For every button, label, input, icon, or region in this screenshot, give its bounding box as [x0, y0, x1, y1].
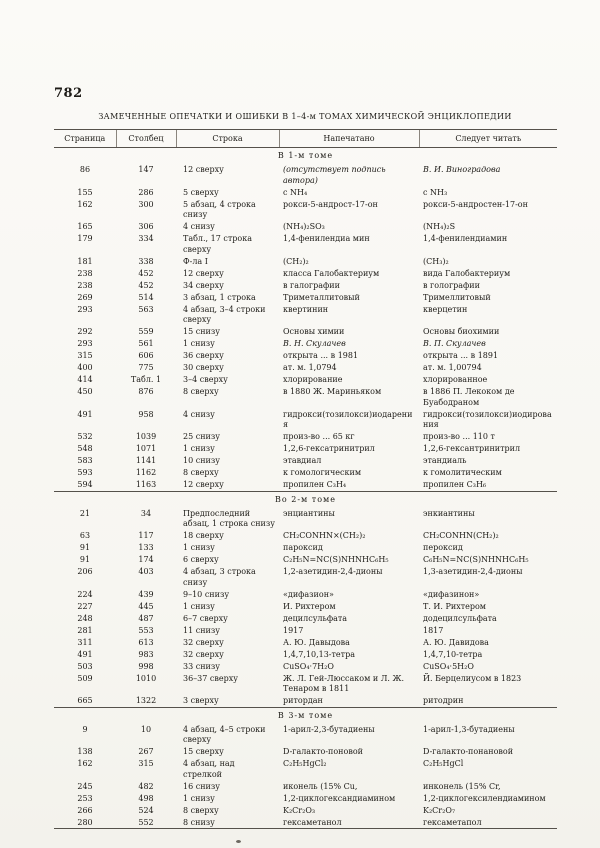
errata-cell: Табл. 1: [130, 375, 162, 384]
errata-cell: D-галакто-поновой: [283, 747, 363, 756]
errata-cell: 147: [138, 165, 154, 174]
errata-cell: 245: [77, 781, 93, 791]
errata-cell: 32 сверху: [183, 637, 224, 647]
errata-cell: (CH₃)₂: [423, 256, 449, 266]
errata-row: [54, 588, 557, 600]
errata-cell: 594: [77, 480, 93, 489]
errata-cell: 491: [77, 649, 93, 659]
errata-cell: 238: [77, 268, 93, 278]
errata-cell: 338: [138, 256, 154, 266]
errata-cell: 1163: [135, 480, 157, 489]
errata-cell: 311: [77, 637, 93, 647]
errata-table-container: [54, 129, 557, 829]
errata-cell: D-галакто-понановой: [423, 747, 514, 756]
errata-cell: квертинин: [283, 304, 329, 314]
errata-cell: 498: [138, 793, 154, 803]
errata-cell: гидрокси(тозилокси)иодарения: [283, 409, 413, 429]
errata-cell: 1,2-циклогексилендиамином: [423, 793, 546, 803]
errata-cell: 1162: [135, 468, 157, 477]
errata-cell: 11 снизу: [183, 625, 220, 635]
errata-cell: энкиантины: [423, 508, 475, 518]
errata-cell: 503: [77, 661, 93, 671]
errata-cell: 1 снизу: [183, 601, 215, 611]
errata-cell: хлорированное: [423, 375, 488, 384]
errata-cell: вида Галобактериум: [423, 268, 511, 278]
errata-cell: 300: [138, 199, 154, 209]
errata-cell: 532: [77, 432, 93, 441]
errata-cell: 334: [138, 234, 154, 243]
errata-cell: 1,2,6-гексантринитрил: [423, 444, 521, 453]
errata-cell: децилсульфата: [283, 613, 348, 623]
errata-cell: 1039: [135, 432, 157, 441]
errata-cell: 548: [77, 444, 93, 453]
errata-row: [54, 660, 557, 672]
errata-cell: 482: [138, 781, 154, 791]
errata-cell: 315: [77, 351, 93, 360]
errata-row: [54, 431, 557, 443]
errata-cell: 238: [77, 280, 93, 290]
errata-row: [54, 443, 557, 455]
errata-cell: Табл., 17 строка сверху: [183, 234, 252, 254]
errata-cell: додецилсульфата: [423, 613, 497, 623]
errata-cell: 18 сверху: [183, 531, 224, 540]
column-header: Напечатано: [279, 130, 419, 148]
errata-cell: CH₂CONHN×(CH₂)₂: [283, 531, 366, 540]
errata-cell: 593: [77, 468, 93, 477]
errata-row: [54, 566, 557, 589]
errata-cell: 775: [138, 363, 154, 372]
errata-cell: Предпоследний абзац, 1 строка снизу: [183, 508, 275, 528]
errata-row: [54, 507, 557, 530]
errata-cell: к гомологическим: [283, 468, 362, 477]
errata-row: [54, 326, 557, 338]
errata-cell: 583: [77, 456, 93, 465]
errata-cell: 12 сверху: [183, 268, 224, 278]
errata-cell: 1,3-азетидин-2,4-дионы: [423, 567, 523, 576]
errata-cell: 958: [138, 409, 154, 419]
errata-cell: 998: [138, 661, 154, 671]
errata-cell: произ-во ... 65 кг: [283, 432, 355, 441]
errata-cell: K₂Cr₂O₃: [283, 805, 316, 815]
errata-cell: 552: [138, 817, 154, 827]
errata-cell: 563: [138, 304, 154, 314]
errata-cell: гексаметапол: [423, 817, 482, 827]
errata-row: [54, 164, 557, 187]
errata-cell: 439: [138, 589, 154, 599]
errata-cell: 253: [77, 793, 93, 803]
errata-cell: 1-арил-2,3-бутадиены: [283, 724, 375, 734]
errata-cell: Основы биохимии: [423, 327, 500, 336]
errata-row: [54, 600, 557, 612]
errata-cell: пропилен C₃H₄: [283, 480, 347, 489]
errata-cell: 34 сверху: [183, 280, 224, 290]
errata-cell: гидрокси(тозилокси)иодирования: [423, 409, 552, 429]
errata-cell: 9: [82, 724, 88, 734]
errata-cell: 509: [77, 673, 93, 683]
errata-row: [54, 467, 557, 479]
errata-row: [54, 648, 557, 660]
errata-cell: 452: [138, 268, 154, 278]
scan-artifact: [236, 840, 241, 843]
errata-cell: 613: [138, 637, 154, 647]
errata-row: [54, 780, 557, 792]
errata-cell: класса Галобактериум: [283, 268, 380, 278]
errata-row: [54, 542, 557, 554]
errata-cell: В. П. Скулачев: [423, 339, 486, 348]
errata-cell: 293: [77, 339, 93, 348]
errata-cell: 117: [138, 531, 154, 540]
errata-cell: 4 абзац, 3–4 строки сверху: [183, 304, 266, 324]
errata-cell: 6 сверху: [183, 555, 219, 564]
section-row: [54, 491, 557, 507]
column-header: Строка: [176, 130, 279, 148]
errata-cell: 63: [79, 531, 91, 540]
errata-cell: В. Н. Скулачев: [283, 339, 346, 348]
errata-row: [54, 723, 557, 746]
errata-cell: 514: [138, 292, 154, 302]
errata-cell: 224: [77, 589, 93, 599]
errata-cell: (NH₄)₂S: [423, 222, 456, 231]
errata-cell: 8 снизу: [183, 817, 215, 827]
errata-cell: 1,2-циклогександиамином: [283, 793, 396, 803]
errata-table: [54, 129, 557, 829]
errata-cell: 561: [138, 339, 154, 348]
errata-cell: 280: [77, 817, 93, 827]
errata-cell: 36 сверху: [183, 351, 224, 360]
errata-row: [54, 530, 557, 542]
errata-cell: Тримеллитовый: [423, 292, 491, 302]
errata-cell: K₂Cr₂O₇: [423, 805, 456, 815]
errata-cell: в 1880 Ж. Мариньяком: [283, 387, 382, 396]
errata-cell: 414: [77, 375, 93, 384]
errata-cell: 983: [138, 649, 154, 659]
errata-cell: C₂H₅HgCl: [423, 759, 464, 768]
errata-cell: C₆H₅N=NC(S)NHNHC₆H₅: [423, 555, 529, 564]
errata-row: [54, 279, 557, 291]
errata-cell: (отсутствует подпись автора): [283, 165, 386, 185]
errata-cell: 12 сверху: [183, 165, 224, 174]
section-row: [54, 148, 557, 164]
errata-row: [54, 672, 557, 695]
errata-cell: 162: [77, 759, 93, 768]
errata-cell: 8 сверху: [183, 387, 219, 396]
errata-cell: 36–37 сверху: [183, 673, 238, 683]
errata-row: [54, 758, 557, 781]
errata-cell: 1,4-фенилендиа мин: [283, 234, 370, 243]
errata-cell: этандиаль: [423, 456, 467, 465]
errata-cell: 1,4-фенилендиамин: [423, 234, 508, 243]
errata-row: [54, 374, 557, 386]
errata-cell: В. И. Виноградова: [423, 165, 501, 174]
errata-cell: открыта ... в 1981: [283, 351, 359, 360]
errata-cell: (CH₂)₂: [283, 256, 309, 266]
errata-cell: А. Ю. Давыдова: [283, 637, 350, 647]
errata-cell: 206: [77, 567, 93, 576]
errata-cell: открыта ... в 1891: [423, 351, 499, 360]
errata-cell: 1010: [135, 673, 157, 683]
errata-row: [54, 233, 557, 256]
errata-cell: (NH₄)₂SO₃: [283, 222, 325, 231]
errata-cell: в голографии: [423, 280, 480, 290]
errata-cell: иконель (15% Cu,: [283, 781, 358, 791]
errata-cell: Т. И. Рихтером: [423, 601, 487, 611]
errata-cell: 4 абзац, 3 строка снизу: [183, 567, 256, 587]
errata-row: [54, 816, 557, 829]
errata-row: [54, 612, 557, 624]
table-header: [54, 130, 557, 148]
errata-cell: 179: [77, 234, 93, 243]
errata-cell: 32 сверху: [183, 649, 224, 659]
errata-cell: пароксид: [283, 543, 323, 552]
errata-cell: 165: [77, 222, 93, 231]
errata-cell: произ-во ... 110 т: [423, 432, 495, 441]
errata-cell: 553: [138, 625, 154, 635]
errata-cell: 155: [77, 187, 93, 197]
column-header: Страница: [54, 130, 116, 148]
errata-cell: «дифазинон»: [423, 589, 480, 599]
errata-row: [54, 386, 557, 409]
errata-cell: Триметаллитовый: [283, 292, 360, 302]
errata-cell: в галографии: [283, 280, 340, 290]
errata-cell: 487: [138, 613, 154, 623]
errata-cell: 403: [138, 567, 154, 576]
errata-cell: И. Рихтером: [283, 601, 336, 611]
errata-cell: 281: [77, 625, 93, 635]
errata-cell: 227: [77, 601, 93, 611]
errata-cell: 9–10 снизу: [183, 589, 230, 599]
errata-cell: 267: [138, 747, 154, 756]
errata-cell: 445: [138, 601, 154, 611]
errata-cell: 1 снизу: [183, 543, 215, 552]
errata-row: [54, 221, 557, 233]
errata-cell: 86: [79, 165, 91, 174]
errata-cell: 1917: [283, 625, 304, 635]
errata-cell: пероксид: [423, 543, 463, 552]
errata-cell: 1322: [135, 696, 157, 705]
errata-cell: 1,2,6-гексатринитрил: [283, 444, 375, 453]
errata-cell: 30 сверху: [183, 363, 224, 372]
errata-cell: 1 снизу: [183, 793, 215, 803]
errata-cell: ат. м. 1,00794: [423, 363, 482, 372]
errata-cell: 1071: [135, 444, 157, 453]
errata-cell: «дифазион»: [283, 589, 334, 599]
errata-row: [54, 636, 557, 648]
errata-cell: 133: [138, 543, 154, 552]
errata-cell: CuSO₄·5H₂O: [423, 661, 474, 671]
errata-cell: 181: [77, 256, 93, 266]
errata-cell: 15 снизу: [183, 327, 220, 336]
errata-cell: 4 абзац, над стрелкой: [183, 759, 235, 779]
errata-cell: 286: [138, 187, 154, 197]
errata-row: [54, 695, 557, 708]
errata-row: [54, 792, 557, 804]
errata-cell: гексаметанол: [283, 817, 342, 827]
errata-cell: 25 снизу: [183, 432, 220, 441]
errata-cell: 1817: [423, 625, 444, 635]
errata-cell: в 1886 П. Лекоком де Буабодраном: [423, 387, 515, 407]
errata-cell: 4 абзац, 4–5 строки сверху: [183, 724, 266, 744]
errata-cell: 10 снизу: [183, 456, 220, 465]
errata-cell: 292: [77, 327, 93, 336]
errata-row: [54, 186, 557, 198]
column-header: Следует читать: [419, 130, 557, 148]
errata-cell: 606: [138, 351, 154, 360]
errata-cell: 8 сверху: [183, 468, 219, 477]
errata-cell: рокси-5-андрост-17-он: [283, 199, 378, 209]
errata-cell: CuSO₄·7H₂O: [283, 661, 334, 671]
errata-cell: 6–7 сверху: [183, 613, 228, 623]
errata-row: [54, 455, 557, 467]
errata-cell: 3 сверху: [183, 696, 219, 705]
errata-cell: 1,4,7,10-тетра: [423, 649, 483, 659]
errata-cell: C₂H₅HgCl₂: [283, 759, 327, 768]
column-header: Столбец: [116, 130, 176, 148]
errata-row: [54, 554, 557, 566]
errata-row: [54, 303, 557, 326]
errata-cell: инконель (15% Cr,: [423, 781, 501, 791]
errata-cell: 4 снизу: [183, 222, 215, 231]
errata-cell: с NH₄: [283, 187, 308, 197]
errata-cell: энциантины: [283, 508, 335, 518]
errata-row: [54, 350, 557, 362]
errata-cell: 293: [77, 304, 93, 314]
section-title: В 3-м томе: [54, 707, 557, 723]
errata-cell: 91: [79, 543, 91, 552]
errata-cell: 452: [138, 280, 154, 290]
page-title: ЗАМЕЧЕННЫЕ ОПЕЧАТКИ И ОШИБКИ В 1–4-м ТОМАХ ХИМИЧЕСКОЙ ЭНЦИКЛОПЕДИИ: [98, 112, 512, 121]
errata-cell: C₂H₅N=NC(S)NHNHC₆H₅: [283, 555, 389, 564]
errata-cell: Ж. Л. Гей-Люссаком и Л. Ж. Тенаром в 1811: [283, 673, 405, 693]
errata-cell: 5 абзац, 4 строка снизу: [183, 199, 256, 219]
errata-cell: 138: [77, 747, 93, 756]
errata-cell: 91: [79, 555, 91, 564]
errata-cell: ат. м. 1,0794: [283, 363, 337, 372]
errata-cell: 306: [138, 222, 154, 231]
errata-cell: 1141: [135, 456, 157, 465]
errata-cell: 876: [138, 387, 154, 396]
errata-cell: хлорирование: [283, 375, 343, 384]
errata-row: [54, 362, 557, 374]
section-title: Во 2-м томе: [54, 491, 557, 507]
page-number: 782: [54, 86, 83, 101]
errata-cell: ритодрин: [423, 696, 464, 705]
section-row: [54, 707, 557, 723]
errata-cell: рокси-5-андростен-17-он: [423, 199, 528, 209]
errata-row: [54, 479, 557, 492]
errata-cell: 16 снизу: [183, 781, 220, 791]
errata-cell: 174: [138, 555, 154, 564]
errata-row: [54, 267, 557, 279]
errata-cell: 400: [77, 363, 93, 372]
errata-cell: 1 снизу: [183, 339, 215, 348]
errata-row: [54, 291, 557, 303]
errata-cell: CH₂CONHN(CH₂)₂: [423, 531, 499, 540]
errata-cell: 4 снизу: [183, 409, 215, 419]
errata-row: [54, 746, 557, 758]
errata-cell: 269: [77, 292, 93, 302]
errata-cell: Основы химии: [283, 327, 345, 336]
errata-cell: 665: [77, 696, 93, 705]
errata-row: [54, 624, 557, 636]
errata-cell: 559: [138, 327, 154, 336]
errata-cell: ритордан: [283, 696, 323, 705]
errata-cell: с NH₃: [423, 187, 448, 197]
errata-cell: этавдиал: [283, 456, 322, 465]
errata-cell: 315: [138, 759, 154, 768]
errata-cell: пропилен C₃H₆: [423, 480, 487, 489]
errata-cell: 266: [77, 805, 93, 815]
errata-cell: Ф-ла I: [183, 256, 208, 266]
errata-cell: кверцетин: [423, 304, 468, 314]
errata-cell: 3–4 сверху: [183, 375, 228, 384]
errata-cell: 5 сверху: [183, 187, 219, 197]
errata-cell: 162: [77, 199, 93, 209]
errata-cell: 3 абзац, 1 строка: [183, 292, 256, 302]
errata-row: [54, 408, 557, 431]
errata-row: [54, 255, 557, 267]
errata-cell: 12 сверху: [183, 480, 224, 489]
errata-cell: 1,4,7,10,13-тетра: [283, 649, 355, 659]
errata-row: [54, 804, 557, 816]
errata-cell: 491: [77, 409, 93, 419]
errata-cell: 21: [79, 508, 91, 518]
errata-cell: 248: [77, 613, 93, 623]
errata-cell: 15 сверху: [183, 747, 224, 756]
table-body: [54, 148, 557, 829]
errata-cell: 450: [77, 387, 93, 396]
errata-cell: 1,2-азетидин-2,4-дионы: [283, 567, 383, 576]
errata-cell: к гомолитическим: [423, 468, 502, 477]
section-title: В 1-м томе: [277, 151, 334, 160]
errata-cell: 8 сверху: [183, 805, 219, 815]
errata-cell: 1-арил-1,3-бутадиены: [423, 724, 515, 734]
errata-cell: 34: [140, 508, 152, 518]
errata-cell: 524: [138, 805, 154, 815]
errata-row: [54, 338, 557, 350]
errata-cell: 33 снизу: [183, 661, 220, 671]
errata-cell: 10: [140, 724, 152, 734]
errata-cell: А. Ю. Давидова: [423, 637, 489, 647]
errata-row: [54, 198, 557, 221]
errata-cell: 1 снизу: [183, 444, 215, 453]
errata-cell: Й. Берцелиусом в 1823: [423, 673, 522, 683]
